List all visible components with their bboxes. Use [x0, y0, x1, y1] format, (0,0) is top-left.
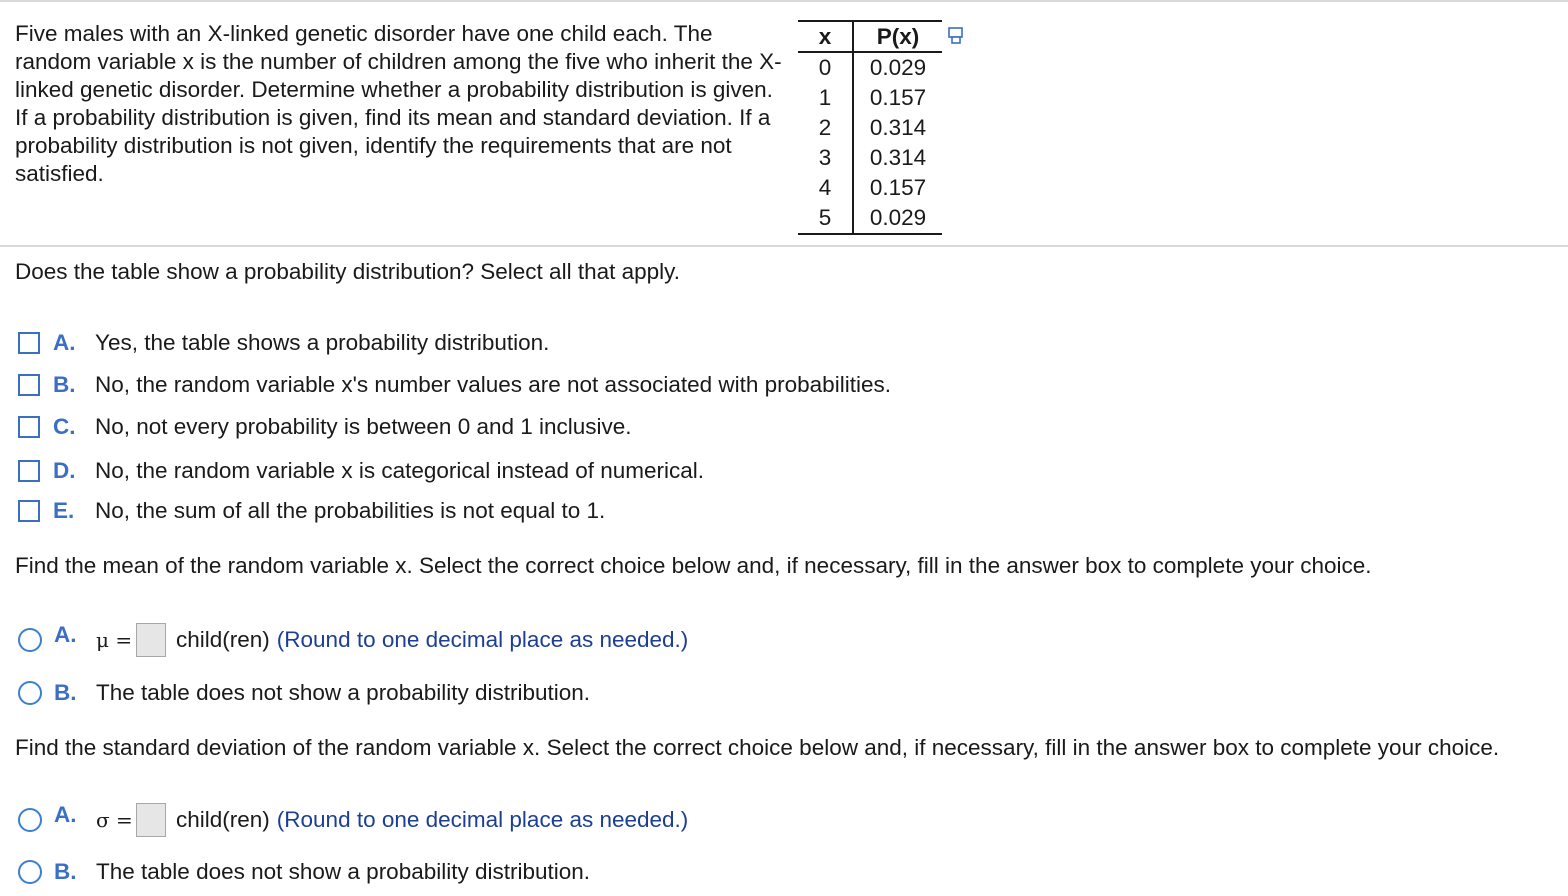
- top-divider: [0, 0, 1568, 2]
- radio-button[interactable]: [18, 808, 42, 832]
- table-row: [798, 52, 942, 83]
- checkbox[interactable]: [18, 500, 40, 522]
- unit-label: child(ren): [176, 807, 270, 832]
- table-cell-x: 3: [798, 143, 853, 173]
- checkbox[interactable]: [18, 332, 40, 354]
- part2-prompt: Find the mean of the random variable x. Select the correct choice below and, if necessary, fill in the answer box to complete your choice.: [15, 553, 1372, 578]
- choice-text: Yes, the table shows a probability distribution.: [95, 330, 550, 355]
- choice-letter: A.: [54, 622, 77, 647]
- table-row: [798, 203, 942, 234]
- part3-choice-a[interactable]: [15, 803, 688, 837]
- table-row: [798, 113, 942, 143]
- radio-button[interactable]: [18, 681, 42, 705]
- part1-choice-e[interactable]: [15, 498, 605, 524]
- table-cell-x: 1: [798, 83, 853, 113]
- question-text: Five males with an X-linked genetic disorder have one child each. The random variable x is the number of children among the five who inherit the X-linked genetic disorder. Determine whether a probability distribution is given. If a probability distribution is given, find its mean and standard deviation. If a probability distribution is not given, identify the requirements that are not satisfied.: [15, 21, 782, 186]
- sd-answer-box[interactable]: [136, 803, 166, 837]
- table-cell-px: 0.314: [869, 115, 927, 140]
- part1-choice-c[interactable]: [15, 414, 632, 440]
- part1-prompt: Does the table show a probability distribution? Select all that apply.: [15, 259, 680, 284]
- table-cell-x: 2: [798, 113, 853, 143]
- choice-text: The table does not show a probability distribution.: [96, 680, 591, 705]
- choice-letter: B.: [53, 372, 76, 397]
- table-cell-x: 5: [798, 203, 853, 234]
- rounding-hint: (Round to one decimal place as needed.): [276, 627, 689, 652]
- choice-letter: A.: [53, 330, 76, 355]
- table-cell-px: 0.157: [869, 175, 927, 200]
- mean-answer-box[interactable]: [136, 623, 166, 657]
- choice-letter: E.: [53, 498, 75, 523]
- table-row: [798, 173, 942, 203]
- mean-symbol: μ =: [96, 628, 133, 652]
- part3-prompt: Find the standard deviation of the random variable x. Select the correct choice below and, if necessary, fill in the answer box to complete your choice.: [15, 735, 1500, 760]
- choice-text: The table does not show a probability distribution.: [96, 859, 591, 884]
- choice-letter: B.: [54, 859, 77, 884]
- section-divider: [0, 245, 1568, 247]
- choice-letter: B.: [54, 680, 77, 705]
- table-row: [798, 83, 942, 113]
- radio-button[interactable]: [18, 860, 42, 884]
- checkbox[interactable]: [18, 374, 40, 396]
- table-cell-px: 0.029: [853, 203, 942, 234]
- part1-choice-d[interactable]: [15, 458, 704, 484]
- table-row: [798, 143, 942, 173]
- choice-letter: C.: [53, 414, 76, 439]
- copy-icon[interactable]: [948, 27, 964, 45]
- table-header-px: P(x): [853, 21, 942, 52]
- table-cell-px: 0.157: [869, 85, 927, 110]
- rounding-hint: (Round to one decimal place as needed.): [276, 807, 689, 832]
- choice-letter: D.: [53, 458, 76, 483]
- table-cell-px: 0.029: [869, 55, 927, 80]
- checkbox[interactable]: [18, 416, 40, 438]
- probability-table: [798, 20, 942, 235]
- unit-label: child(ren): [176, 627, 270, 652]
- checkbox[interactable]: [18, 460, 40, 482]
- choice-text: No, not every probability is between 0 and 1 inclusive.: [95, 414, 632, 439]
- part2-choice-b[interactable]: [15, 680, 590, 706]
- part1-choice-b[interactable]: [15, 372, 891, 398]
- choice-text: No, the random variable x is categorical instead of numerical.: [95, 458, 705, 483]
- table-header-x: x: [798, 21, 853, 52]
- table-cell-x: 4: [798, 173, 853, 203]
- part1-choice-a[interactable]: [15, 330, 549, 356]
- choice-text: No, the random variable x's number values are not associated with probabilities.: [95, 372, 891, 397]
- part3-choice-b[interactable]: [15, 859, 590, 885]
- sd-symbol: σ =: [96, 808, 133, 832]
- part2-choice-a[interactable]: [15, 623, 688, 657]
- table-cell-x: 0: [798, 52, 853, 83]
- choice-text: No, the sum of all the probabilities is not equal to 1.: [95, 498, 606, 523]
- table-cell-px: 0.314: [869, 145, 927, 170]
- radio-button[interactable]: [18, 628, 42, 652]
- choice-letter: A.: [54, 802, 77, 827]
